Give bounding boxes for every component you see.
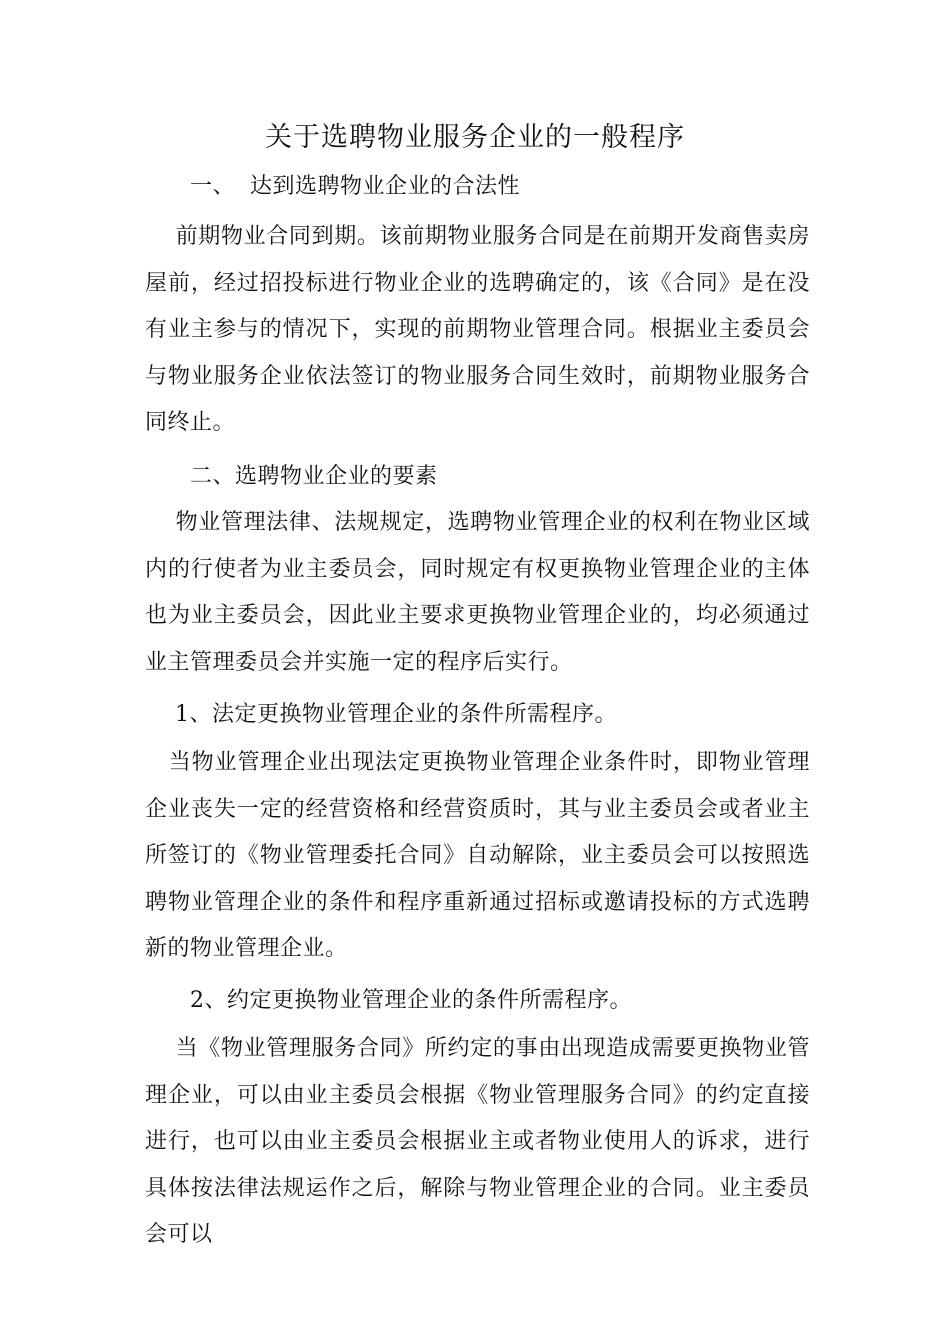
item2-paragraph: 当《物业管理服务合同》所约定的事由出现造成需要更换物业管理企业，可以由业主委员会根据《物业管理服务合同》的约定直接进行，也可以由业主委员会根据业主或者物业使用人的诉求，进行具体按法律法规运作之后，解除与物业管理企业的合同。业主委员会可以 [145, 1036, 810, 1247]
item1-paragraph: 当物业管理企业出现法定更换物业管理企业条件时，即物业管理企业丧失一定的经营资格和经营资质时，其与业主委员会或者业主所签订的《物业管理委托合同》自动解除，业主委员会可以按照选聘物业管理企业的条件和程序重新通过招标或邀请投标的方式选聘新的物业管理企业。 [145, 750, 810, 961]
section2-paragraph: 物业管理法律、法规规定，选聘物业管理企业的权利在物业区域内的行使者为业主委员会，同时规定有权更换物业管理企业的主体也为业主委员会，因此业主要求更换物业管理企业的，均必须通过业主管理委员会并实施一定的程序后实行。 [145, 510, 810, 675]
item2-heading: 2、约定更换物业管理企业的条件所需程序。 [190, 988, 632, 1013]
section1-paragraph: 前期物业合同到期。该前期物业服务合同是在前期开发商售卖房屋前，经过招投标进行物业企业的选聘确定的，该《合同》是在没有业主参与的情况下，实现的前期物业管理合同。根据业主委员会与物业服务企业依法签订的物业服务合同生效时，前期物业服务合同终止。 [145, 224, 810, 435]
item1-heading: 1、法定更换物业管理企业的条件所需程序。 [175, 702, 617, 727]
section1-heading: 一、 达到选聘物业企业的合法性 [190, 174, 520, 199]
document-title: 关于选聘物业服务企业的一般程序 [265, 122, 685, 153]
section2-heading: 二、选聘物业企业的要素 [190, 464, 438, 489]
